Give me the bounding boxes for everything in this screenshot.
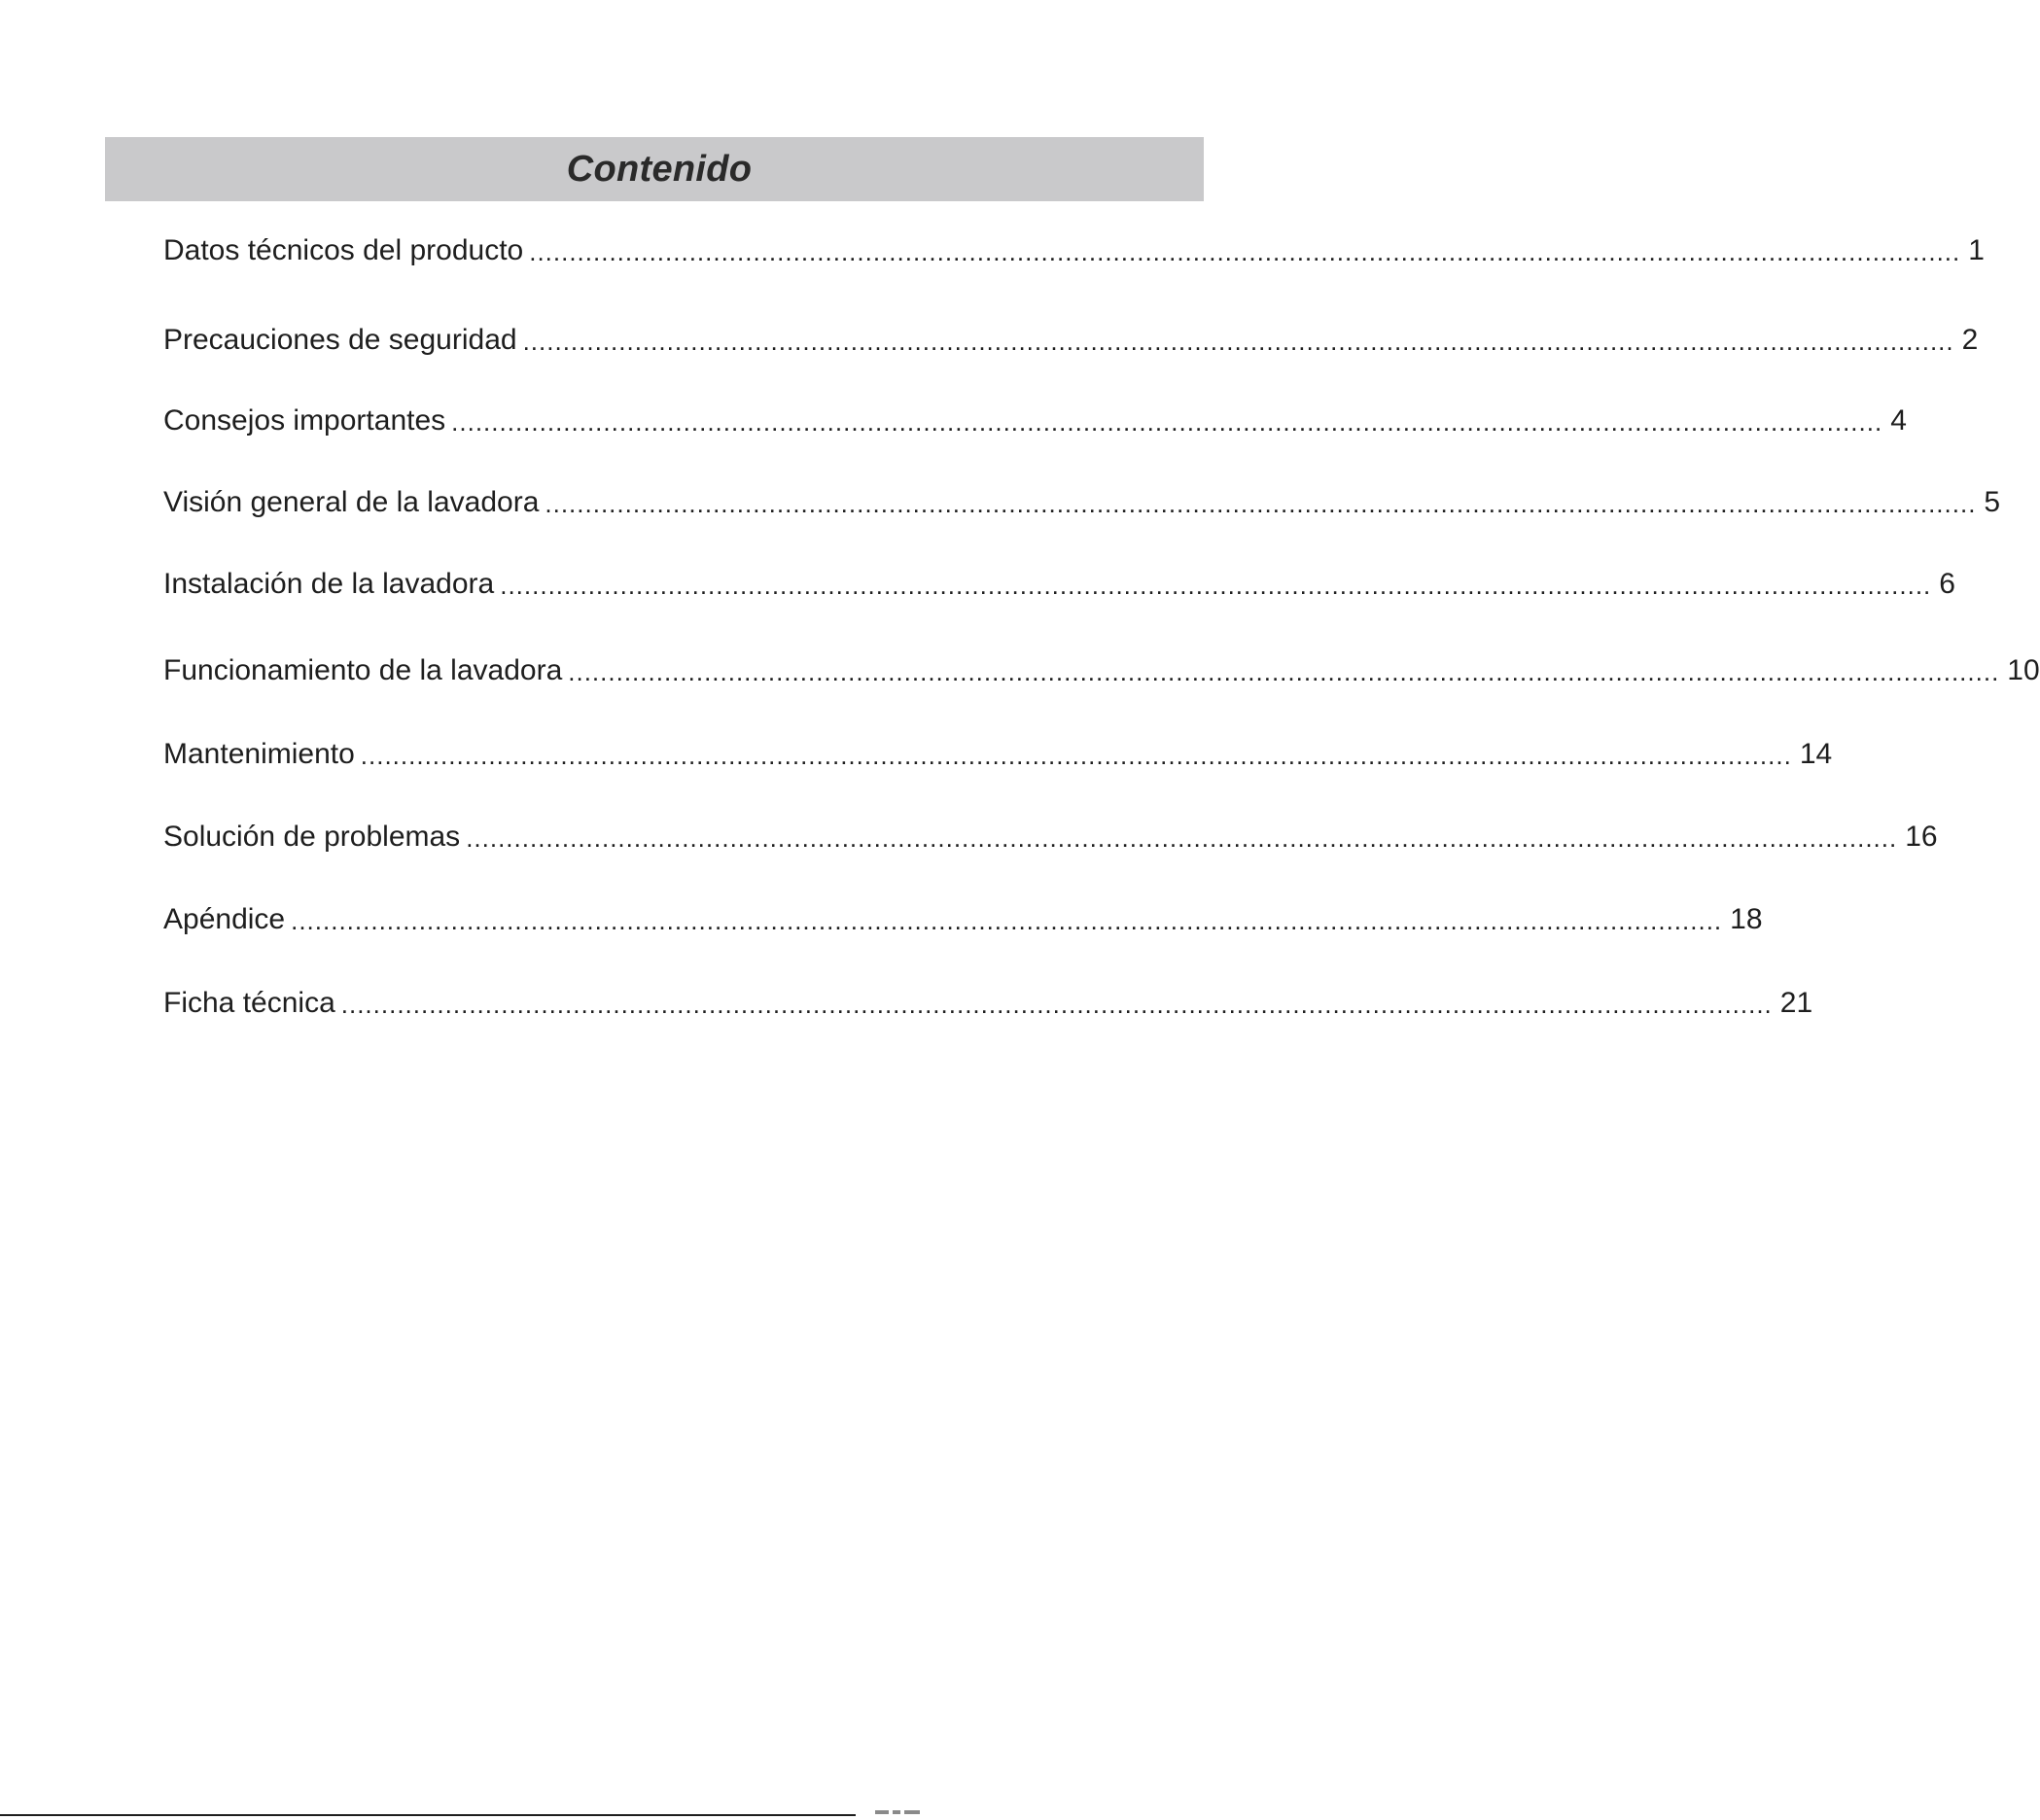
toc-entry-page: 18 [1730, 903, 1763, 935]
toc-entry[interactable] [163, 894, 1763, 937]
toc-dot-leader: ................................................................................................................................................................................... [529, 237, 1961, 266]
toc-dot-leader: ................................................................................................................................................................................... [360, 741, 1792, 770]
toc-entry[interactable] [163, 226, 1985, 268]
toc-entry-page: 21 [1779, 987, 1813, 1019]
toc-dot-leader: ................................................................................................................................................................................... [500, 571, 1932, 600]
toc-dot-leader: ................................................................................................................................................................................... [568, 657, 2000, 686]
toc-entry-title: Ficha técnica [163, 987, 335, 1019]
toc-entry-page: 5 [1984, 486, 2001, 518]
toc-entry[interactable] [163, 315, 1979, 358]
toc-entry-title: Datos técnicos del producto [163, 234, 524, 266]
toc-entry-title: Visión general de la lavadora [163, 486, 540, 518]
footer-print-mark [875, 1810, 930, 1816]
toc-entry-title: Mantenimiento [163, 738, 355, 770]
toc-entry-title: Solución de problemas [163, 821, 461, 853]
toc-entry-title: Instalación de la lavadora [163, 568, 495, 600]
toc-entry-page: 14 [1799, 738, 1833, 770]
toc-entry-page: 10 [2007, 654, 2040, 686]
toc-dot-leader: ................................................................................................................................................................................... [466, 823, 1898, 853]
toc-entry[interactable] [163, 559, 1955, 602]
toc-entry-page: 16 [1905, 821, 1938, 853]
toc-dot-leader: ................................................................................................................................................................................... [522, 327, 1954, 356]
toc-dot-leader: ................................................................................................................................................................................... [451, 407, 1883, 437]
footer-rule [0, 1814, 856, 1816]
toc-entry-title: Apéndice [163, 903, 286, 935]
toc-entry[interactable] [163, 396, 1907, 438]
toc-entry-title: Precauciones de seguridad [163, 324, 517, 356]
toc-entry[interactable] [163, 978, 1813, 1021]
toc-dot-leader: ................................................................................................................................................................................... [545, 489, 1977, 518]
toc-entry-page: 2 [1961, 324, 1979, 356]
toc-entry[interactable] [163, 729, 1833, 772]
toc-entry-title: Funcionamiento de la lavadora [163, 654, 563, 686]
toc-entry[interactable] [163, 646, 2040, 688]
toc-entry-page: 6 [1939, 568, 1955, 600]
toc-entry-page: 4 [1890, 404, 1907, 437]
toc-dot-leader: ................................................................................................................................................................................... [340, 990, 1773, 1019]
contents-title: Contenido [566, 148, 753, 190]
toc-entry[interactable] [163, 812, 1938, 855]
toc-entry[interactable] [163, 477, 2001, 520]
toc-entry-title: Consejos importantes [163, 404, 446, 437]
toc-entry-page: 1 [1968, 234, 1985, 266]
toc-dot-leader: ................................................................................................................................................................................... [291, 906, 1723, 935]
